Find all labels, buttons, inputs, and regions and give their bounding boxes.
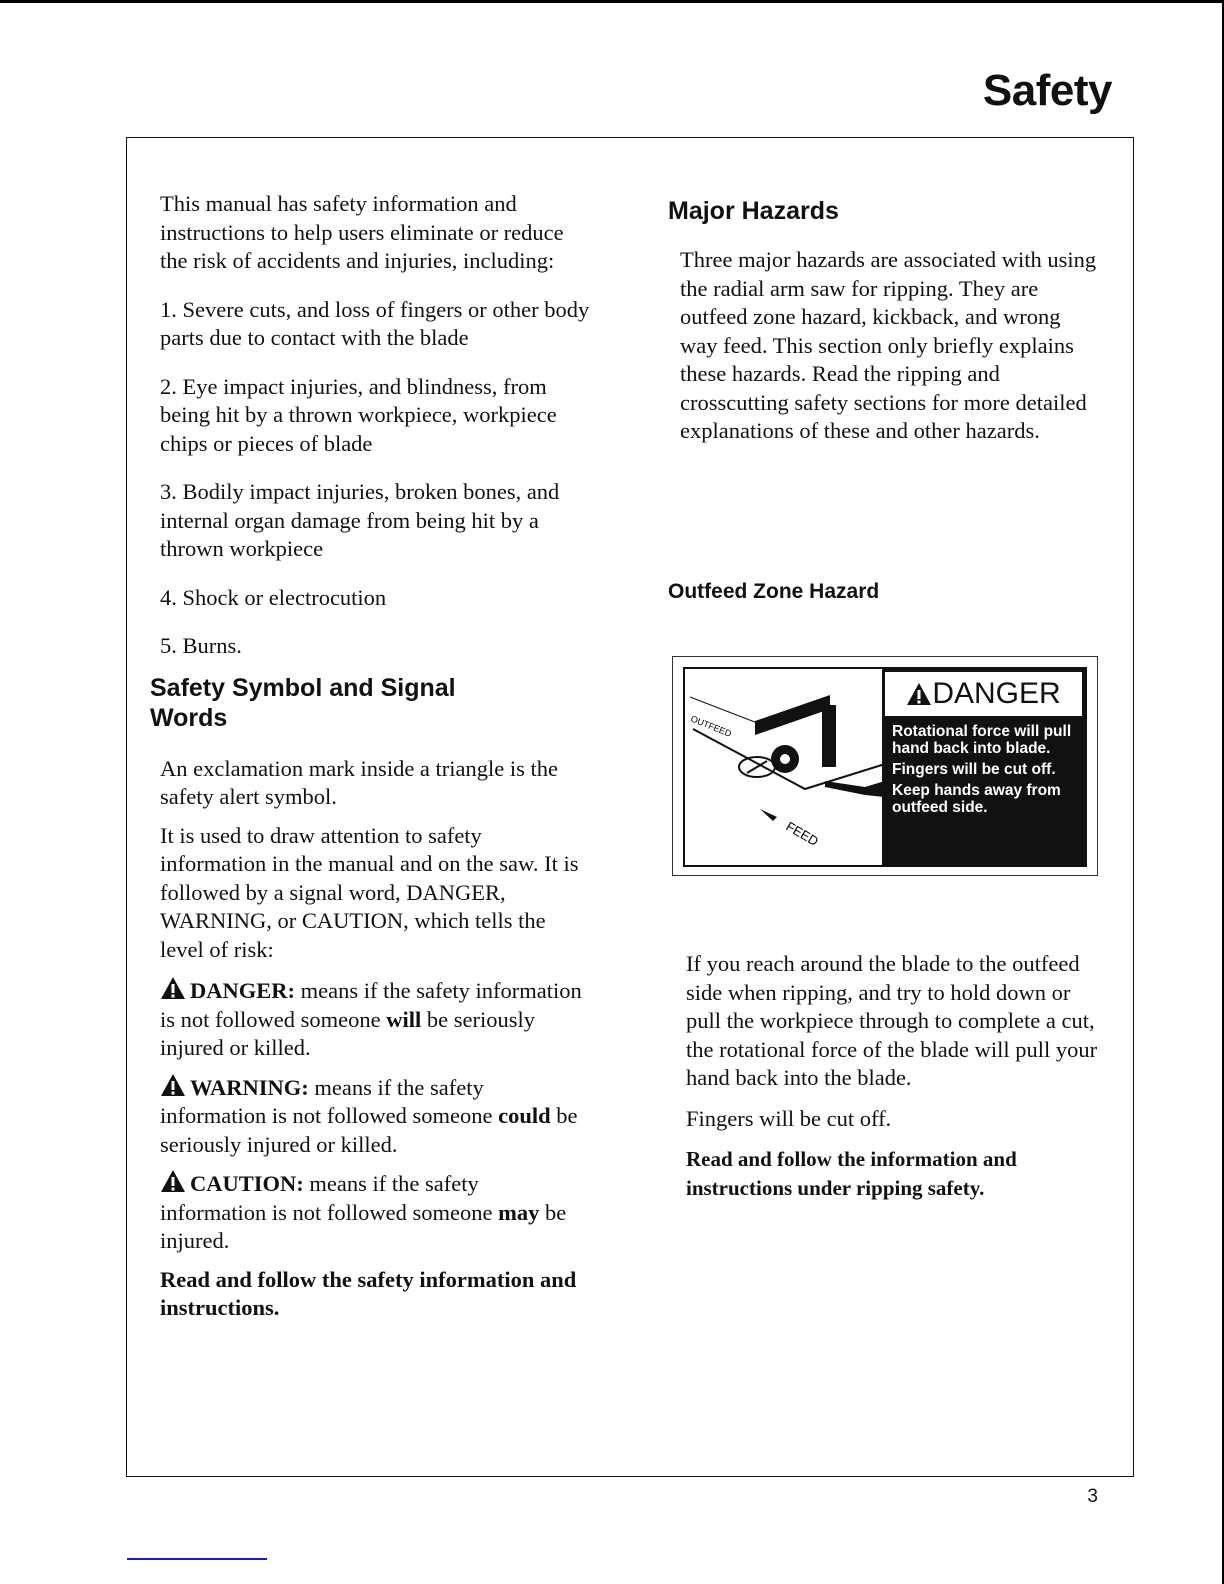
outfeed-label: OUTFEED	[689, 713, 733, 739]
hazard-list-item: 1. Severe cuts, and loss of fingers or other body parts due to contact with the blade	[160, 296, 590, 350]
left-column	[150, 190, 590, 1343]
link-underline	[127, 1558, 267, 1560]
danger-sign	[672, 656, 1098, 876]
signal-word: CAUTION:	[190, 1171, 304, 1196]
outfeed-heading: Outfeed Zone Hazard	[668, 580, 880, 603]
signal-caution: CAUTION: means if the safety information is not followed someone may be injured.	[160, 1171, 567, 1253]
hazard-list-item: 4. Shock or electrocution	[160, 584, 387, 610]
hazard-list-item: 2. Eye impact injuries, and blindness, from being hit by a thrown workpiece, workpiece chips or pieces of blade	[160, 373, 557, 456]
signal-word: WARNING:	[190, 1074, 309, 1100]
saw-illustration	[685, 669, 882, 865]
radial-arm-saw-icon	[685, 669, 882, 865]
signal-warning: WARNING: means if the safety information is not followed someone could be seriously injured or killed.	[160, 1074, 578, 1157]
safety-alert-icon	[906, 682, 932, 706]
page-number: 3	[1087, 1486, 1098, 1507]
hazard-list-item: 3. Bodily impact injuries, broken bones, and internal organ damage from being hit by a thrown workpiece	[160, 479, 560, 561]
danger-sign-message: Rotational force will pull hand back into blade. Fingers will be cut off. Keep hands away from outfeed side.	[892, 723, 1072, 816]
safety-alert-icon	[160, 976, 186, 1000]
safety-symbol-heading: Safety Symbol and Signal Words	[150, 673, 456, 732]
danger-signal-header: DANGER	[884, 671, 1083, 717]
outfeed-paragraph: If you reach around the blade to the outfeed side when ripping, and try to hold down or pull the workpiece through to complete a cut, the rotational force of the blade will pull your hand back into the blade.	[686, 951, 1098, 1090]
outfeed-consequence: Fingers will be cut off.	[686, 1105, 892, 1131]
page-title: Safety	[982, 66, 1112, 115]
safety-alert-icon	[160, 1073, 186, 1097]
outfeed-text	[686, 950, 1106, 1222]
top-rule	[0, 0, 1224, 3]
symbol-paragraph-1: An exclamation mark inside a triangle is the safety alert symbol.	[160, 755, 559, 809]
intro-paragraph: This manual has safety information and instructions to help users eliminate or reduce the risk of accidents and injuries, including:	[160, 191, 564, 273]
hazard-list-item: 5. Burns.	[160, 633, 242, 658]
major-hazards-text: Three major hazards are associated with using the radial arm saw for ripping. They are outfeed zone hazard, kickback, and wrong way feed. This section only briefly explains these hazards. Read the ripping and crosscutting safety sections for more detailed explanations of these and other hazards.	[680, 247, 1097, 443]
signal-danger: DANGER: means if the safety information is not followed someone will be seriously injured or killed.	[160, 978, 582, 1060]
closing-instruction: Read and follow the safety information and instructions.	[160, 1266, 577, 1320]
symbol-paragraph-2: It is used to draw attention to safety information in the manual and on the saw. It is followed by a signal word, DANGER, WARNING, or CAUTION, which tells the level of risk:	[160, 822, 579, 962]
safety-alert-icon	[160, 1169, 186, 1193]
signal-word: DANGER:	[190, 978, 295, 1003]
major-hazards-heading: Major Hazards	[668, 197, 839, 225]
feed-label: FEED	[783, 818, 822, 849]
outfeed-closing: Read and follow the information and instructions under ripping safety.	[686, 1147, 1017, 1200]
